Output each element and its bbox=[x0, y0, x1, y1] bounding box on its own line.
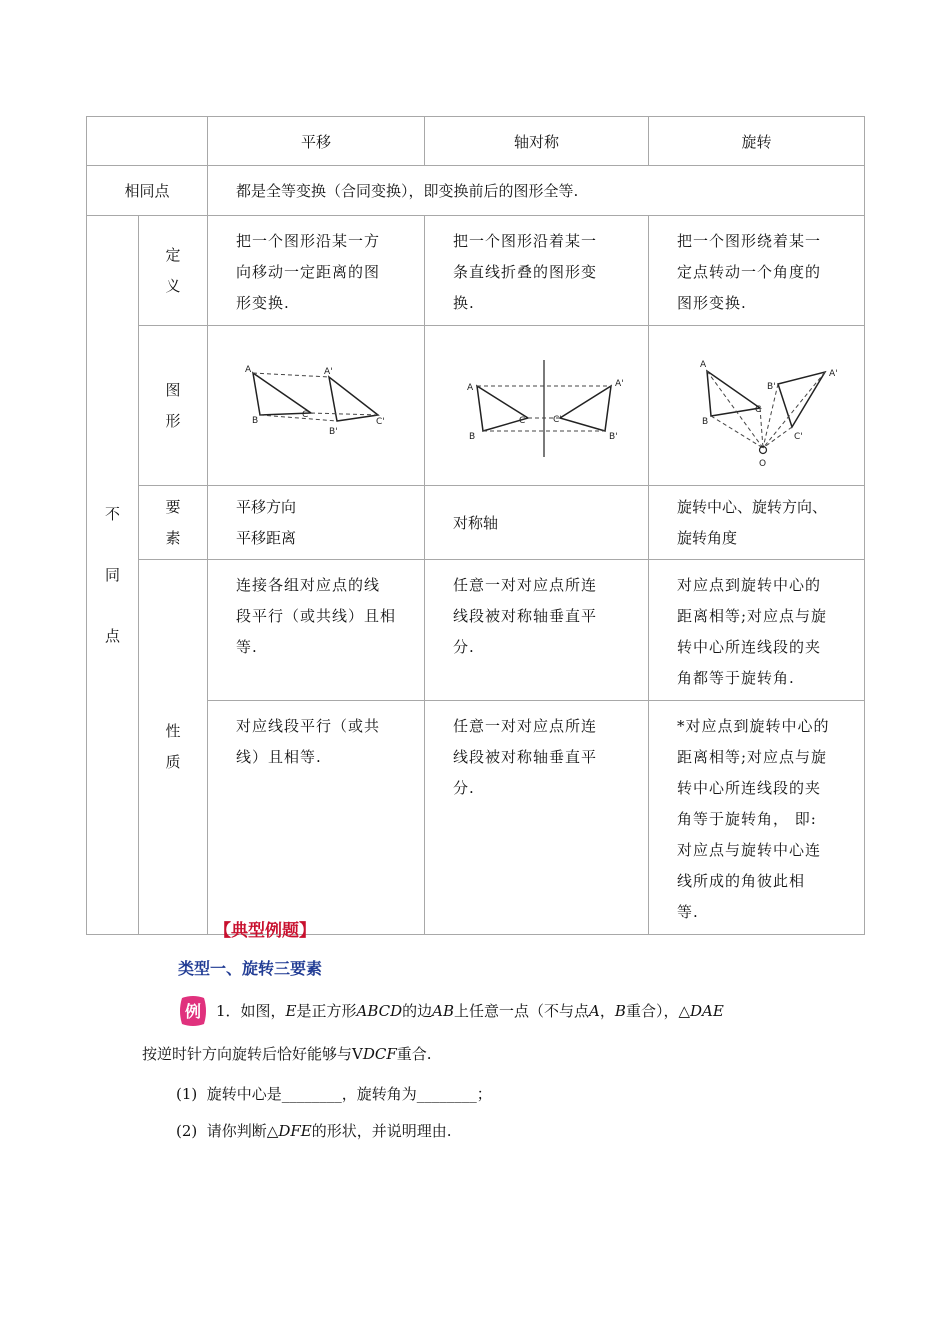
fig-t-label: A' bbox=[324, 367, 333, 377]
figure-translation bbox=[208, 326, 425, 486]
fig-o-label: C' bbox=[794, 432, 803, 442]
header-translation: 平移 bbox=[208, 117, 425, 166]
fig-r-label: C' bbox=[553, 415, 562, 425]
property2-translation: 对应线段平行（或共 线）且相等. bbox=[208, 701, 425, 935]
question-2: (2) 请你判断△DFE的形状，并说明理由. bbox=[176, 1122, 452, 1140]
type-title: 类型一、旋转三要素 bbox=[178, 959, 323, 978]
section-title: 【典型例题】 bbox=[214, 921, 316, 941]
reflection-diagram bbox=[425, 326, 649, 481]
fig-r-label: A' bbox=[615, 379, 624, 389]
example-line-2: 按逆时针方向旋转后恰好能够与VDCF重合. bbox=[142, 1045, 432, 1063]
figure-rotation bbox=[649, 326, 865, 486]
elements-translation: 平移方向 平移距离 bbox=[208, 486, 425, 560]
property2-reflection: 任意一对对应点所连 线段被对称轴垂直平 分. bbox=[425, 701, 649, 935]
property1-translation: 连接各组对应点的线 段平行（或共线）且相 等. bbox=[208, 560, 425, 701]
fig-t-label: B bbox=[252, 416, 259, 426]
property1-reflection: 任意一对对应点所连 线段被对称轴垂直平 分. bbox=[425, 560, 649, 701]
fig-o-label: C bbox=[755, 405, 762, 415]
property-label: 性 质 bbox=[139, 560, 208, 935]
example-line-1: 1．如图，E是正方形ABCD的边AB上任意一点（不与点A，B重合），△DAE bbox=[216, 1002, 724, 1020]
definition-reflection: 把一个图形沿着某一 条直线折叠的图形变 换. bbox=[425, 216, 649, 326]
question-1: (1) 旋转中心是________，旋转角为________； bbox=[176, 1085, 492, 1103]
fig-o-label: O bbox=[759, 459, 767, 469]
definition-label: 定 义 bbox=[139, 216, 208, 326]
fig-o-label: A bbox=[700, 360, 707, 370]
fig-r-label: B bbox=[469, 432, 476, 442]
fig-t-label: B' bbox=[329, 427, 338, 437]
badge-text: 例 bbox=[185, 1002, 202, 1021]
header-rotation: 旋转 bbox=[649, 117, 865, 166]
header-reflection: 轴对称 bbox=[425, 117, 649, 166]
property2-rotation: *对应点到旋转中心的 距离相等;对应点与旋 转中心所连线段的夹 角等于旋转角， 即: 对应点与旋转中心连 线所成的角彼此相 等. bbox=[649, 701, 865, 935]
fig-o-label: A' bbox=[829, 369, 838, 379]
same-label: 相同点 bbox=[87, 166, 208, 216]
definition-rotation: 把一个图形绕着某一 定点转动一个角度的 图形变换. bbox=[649, 216, 865, 326]
header-blank bbox=[87, 117, 208, 166]
fig-r-label: B' bbox=[609, 432, 618, 442]
fig-t-label: A bbox=[245, 365, 252, 375]
fig-t-label: C' bbox=[376, 417, 385, 427]
figure-reflection bbox=[425, 326, 649, 486]
elements-rotation: 旋转中心、旋转方向、 旋转角度 bbox=[649, 486, 865, 560]
same-text: 都是全等变换（合同变换），即变换前后的图形全等. bbox=[208, 166, 865, 216]
fig-t-label: C bbox=[302, 410, 309, 420]
rotation-diagram bbox=[649, 326, 865, 481]
comparison-table bbox=[86, 116, 865, 935]
fig-o-label: B bbox=[702, 417, 709, 427]
example-badge-icon bbox=[176, 994, 210, 1028]
fig-o-label: B' bbox=[767, 382, 776, 392]
elements-reflection: 对称轴 bbox=[425, 486, 649, 560]
diff-label: 不 同 点 bbox=[87, 216, 139, 935]
fig-r-label: A bbox=[467, 383, 474, 393]
definition-translation: 把一个图形沿某一方 向移动一定距离的图 形变换. bbox=[208, 216, 425, 326]
figure-label: 图 形 bbox=[139, 326, 208, 486]
translation-diagram bbox=[208, 326, 425, 481]
fig-r-label: C bbox=[519, 416, 526, 426]
property1-rotation: 对应点到旋转中心的 距离相等;对应点与旋 转中心所连线段的夹 角都等于旋转角. bbox=[649, 560, 865, 701]
elements-label: 要 素 bbox=[139, 486, 208, 560]
